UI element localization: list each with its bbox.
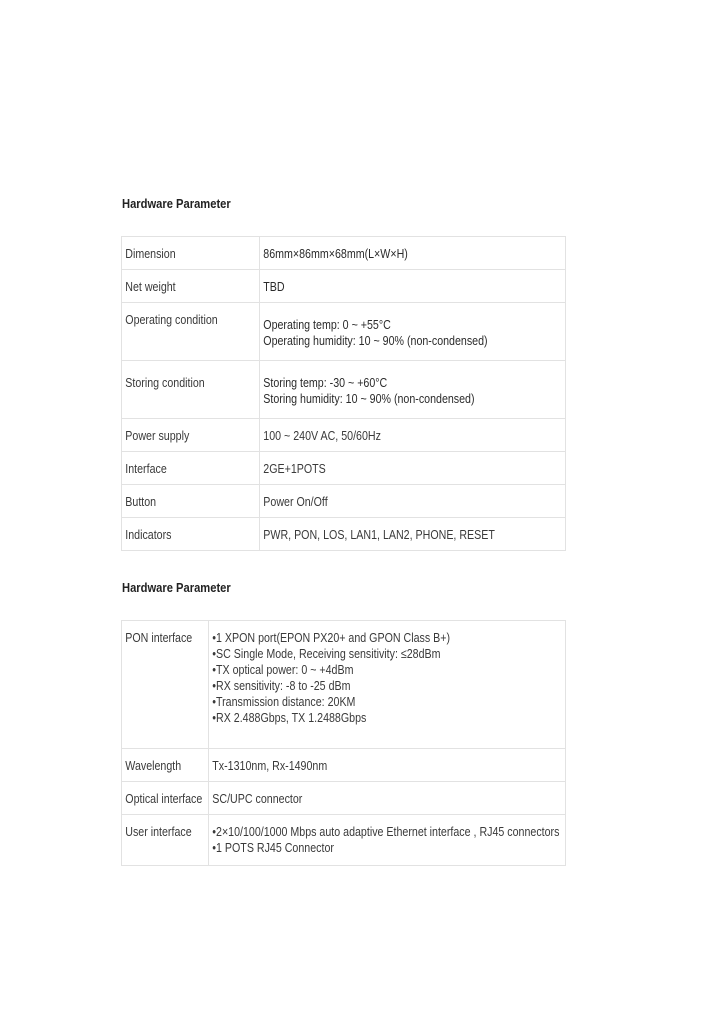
row-label-cell bbox=[122, 621, 209, 749]
row-value: Tx-1310nm, Rx-1490nm bbox=[212, 758, 328, 773]
row-value: 2GE+1POTS bbox=[263, 461, 326, 476]
row-value: •RX sensitivity: -8 to -25 dBm bbox=[212, 678, 351, 693]
row-label: Optical interface bbox=[125, 791, 203, 806]
row-label-cell bbox=[122, 749, 209, 782]
row-value: Storing humidity: 10 ~ 90% (non-condensed) bbox=[263, 391, 475, 406]
row-label: PON interface bbox=[125, 630, 193, 645]
row-value-cell bbox=[260, 485, 566, 518]
row-value: •1 XPON port(EPON PX20+ and GPON Class B+) bbox=[212, 630, 451, 645]
row-value: Operating humidity: 10 ~ 90% (non-condensed) bbox=[263, 333, 488, 348]
row-label-cell bbox=[122, 485, 260, 518]
row-label: Interface bbox=[125, 461, 167, 476]
row-value: SC/UPC connector bbox=[212, 791, 303, 806]
table-row bbox=[122, 518, 566, 551]
row-value: •Transmission distance: 20KM bbox=[212, 694, 356, 709]
row-label-cell bbox=[122, 303, 260, 361]
hardware-parameter-table-2 bbox=[121, 620, 566, 866]
row-value-cell bbox=[260, 419, 566, 452]
row-value-cell bbox=[209, 815, 566, 866]
row-label: User interface bbox=[125, 824, 192, 839]
row-value: •SC Single Mode, Receiving sensitivity: ≤28dBm bbox=[212, 646, 441, 661]
table-row bbox=[122, 485, 566, 518]
row-value: TBD bbox=[263, 279, 285, 294]
row-label: Dimension bbox=[125, 246, 176, 261]
table-row bbox=[122, 419, 566, 452]
row-value-cell bbox=[260, 452, 566, 485]
table-row bbox=[122, 749, 566, 782]
table-row bbox=[122, 237, 566, 270]
hardware-parameter-table bbox=[121, 236, 566, 551]
table-row bbox=[122, 361, 566, 419]
table-row bbox=[122, 270, 566, 303]
row-value-cell bbox=[260, 518, 566, 551]
row-value: •RX 2.488Gbps, TX 1.2488Gbps bbox=[212, 710, 367, 725]
table-row bbox=[122, 782, 566, 815]
row-value: Storing temp: -30 ~ +60°C bbox=[263, 375, 388, 390]
row-label-cell bbox=[122, 419, 260, 452]
row-value: •2×10/100/1000 Mbps auto adaptive Ethernet interface , RJ45 connectors bbox=[212, 824, 560, 839]
section-title-hardware-parameter: Hardware Parameter bbox=[122, 196, 231, 211]
row-value: •1 POTS RJ45 Connector bbox=[212, 840, 334, 855]
row-label-cell bbox=[122, 815, 209, 866]
row-label: Net weight bbox=[125, 279, 176, 294]
row-label-cell bbox=[122, 237, 260, 270]
row-label: Power supply bbox=[125, 428, 190, 443]
table-row bbox=[122, 303, 566, 361]
row-label-cell bbox=[122, 270, 260, 303]
row-value-cell bbox=[209, 621, 566, 749]
row-value-cell bbox=[260, 361, 566, 419]
row-label-cell bbox=[122, 518, 260, 551]
row-value: •TX optical power: 0 ~ +4dBm bbox=[212, 662, 354, 677]
row-value: 100 ~ 240V AC, 50/60Hz bbox=[263, 428, 381, 443]
row-label: Button bbox=[125, 494, 157, 509]
row-label-cell bbox=[122, 452, 260, 485]
row-value: Operating temp: 0 ~ +55°C bbox=[263, 317, 391, 332]
table-row bbox=[122, 815, 566, 866]
row-value-cell bbox=[209, 749, 566, 782]
row-value-cell bbox=[260, 237, 566, 270]
row-value-cell bbox=[260, 270, 566, 303]
row-label: Storing condition bbox=[125, 375, 205, 390]
row-value: 86mm×86mm×68mm(L×W×H) bbox=[263, 246, 408, 261]
table-row bbox=[122, 621, 566, 749]
row-value-cell bbox=[260, 303, 566, 361]
section-title-hardware-parameter-2: Hardware Parameter bbox=[122, 580, 231, 595]
row-value-cell bbox=[209, 782, 566, 815]
row-value: PWR, PON, LOS, LAN1, LAN2, PHONE, RESET bbox=[263, 527, 495, 542]
row-label-cell bbox=[122, 782, 209, 815]
row-label: Indicators bbox=[125, 527, 172, 542]
row-label-cell bbox=[122, 361, 260, 419]
row-label: Operating condition bbox=[125, 312, 218, 327]
row-label: Wavelength bbox=[125, 758, 182, 773]
row-value: Power On/Off bbox=[263, 494, 328, 509]
table-row bbox=[122, 452, 566, 485]
